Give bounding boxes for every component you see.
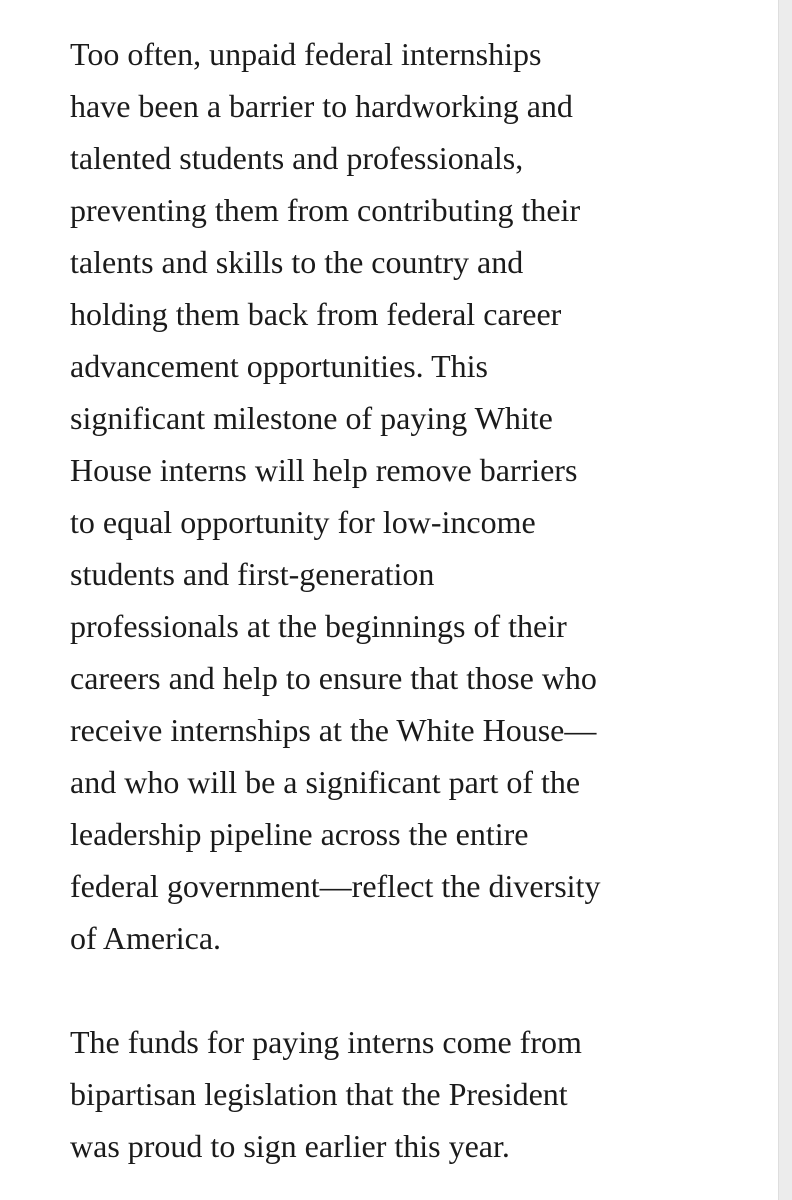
paragraph-internships-barrier: Too often, unpaid federal internships have been a barrier to hardworking and talented students and professionals, preventing them from contributing their talents and skills to the country and holding them back from federal career advancement opportunities. This significant milestone of paying White House interns will help remove barriers to equal opportunity for low-income students and first-generation professionals at the beginnings of their careers and help to ensure that those who receive internships at the White House— and who will be a significant part of the leadership pipeline across the entire federal government—reflect the diversity of America. — [70, 36, 601, 956]
scrollbar-track[interactable] — [778, 0, 792, 1200]
article-body — [70, 28, 760, 1172]
paragraph-funding-source: The funds for paying interns come from bipartisan legislation that the President was proud to sign earlier this year. — [70, 1024, 582, 1164]
